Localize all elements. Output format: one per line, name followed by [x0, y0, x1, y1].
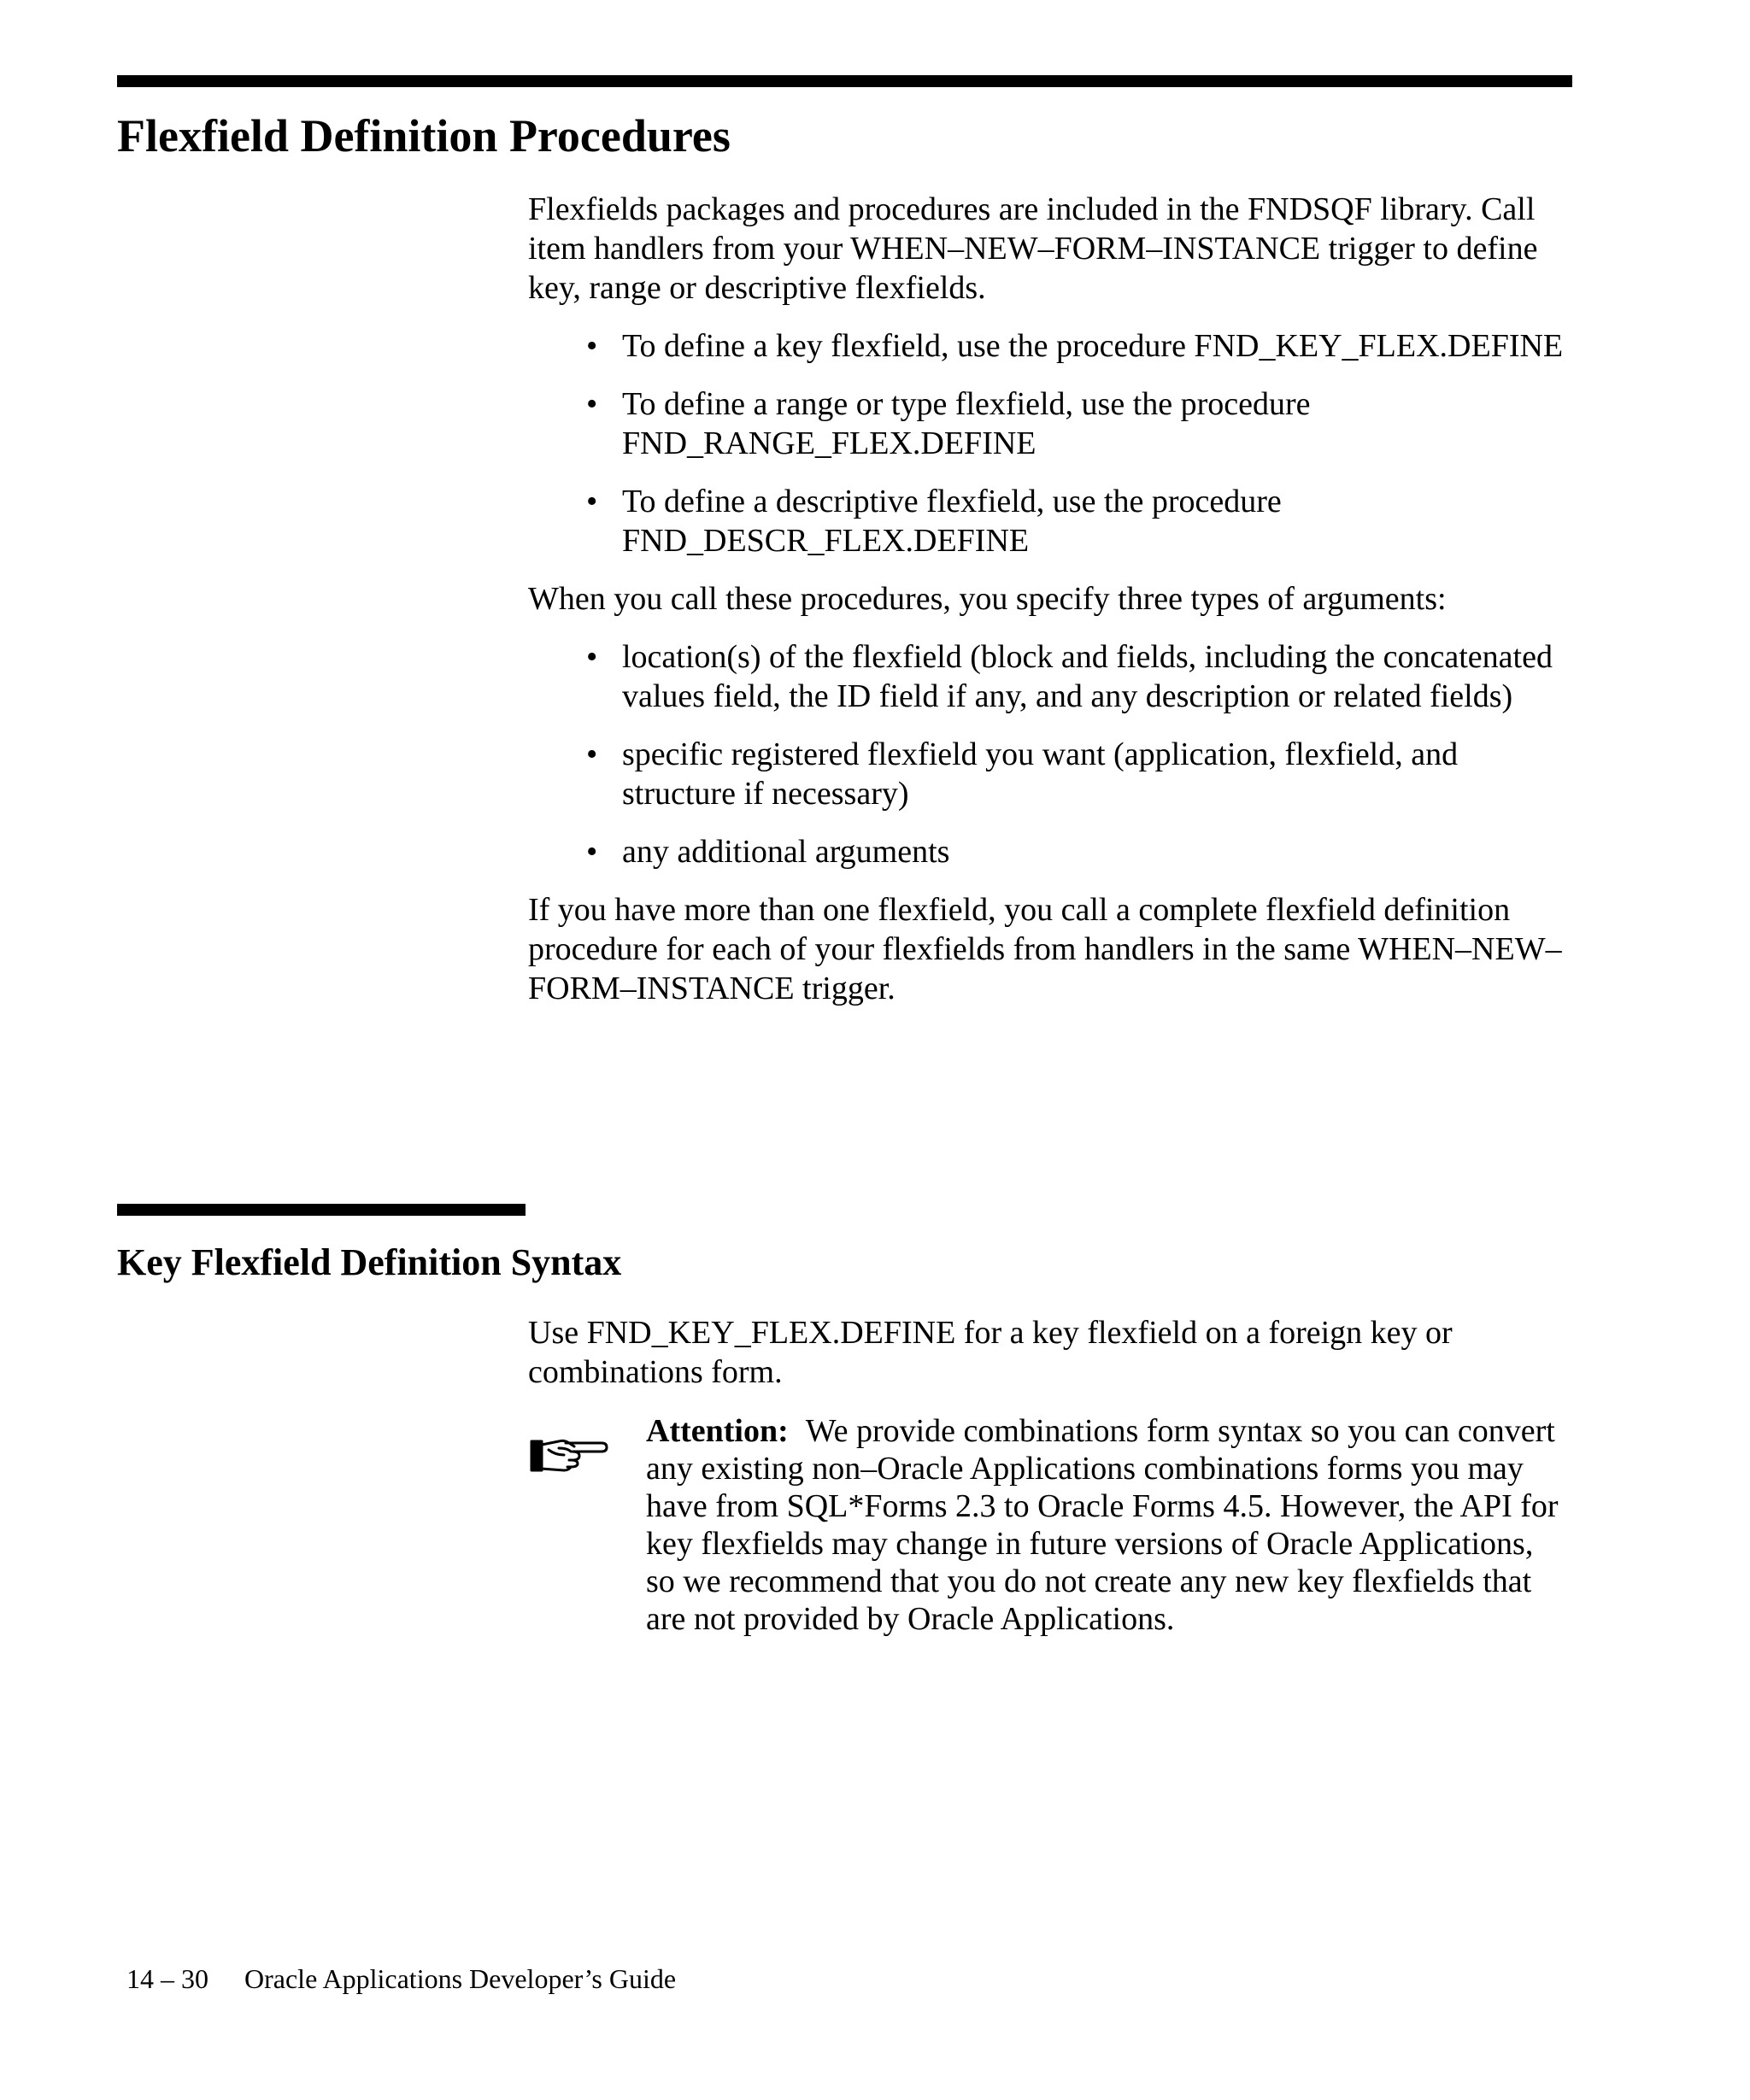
arguments-intro-paragraph: When you call these procedures, you specify three types of arguments: [528, 581, 1447, 617]
attention-text: We provide combinations form syntax so you can convert any existing non–Oracle Applications combinations forms you may have from SQL*Forms 2.3 to Oracle Forms 4.5. However, the API for key flexfields may change in future versions of Oracle Applications, so we recommend that you do not create any new key flexfields that are not provided by Oracle Applications. [646, 1413, 1559, 1637]
book-title: Oracle Applications Developer’s Guide [244, 1963, 677, 1994]
list-item: • specific registered flexfield you want (application, flexfield, and structure if necessary) [528, 735, 1579, 813]
syntax-intro-paragraph: Use FND_KEY_FLEX.DEFINE for a key flexfield on a foreign key or combinations form. [528, 1315, 1453, 1390]
list-item: • To define a key flexfield, use the procedure FND_KEY_FLEX.DEFINE [528, 326, 1579, 366]
page-footer [126, 1962, 676, 1996]
attention-label: Attention: [646, 1413, 789, 1449]
list-item: • To define a range or type flexfield, use the procedure FND_RANGE_FLEX.DEFINE [528, 384, 1579, 463]
list-item: • any additional arguments [528, 832, 1579, 871]
define-procedures-list [528, 326, 1579, 560]
closing-paragraph: If you have more than one flexfield, you call a complete flexfield definition procedure for each of your flexfields from handlers in the same WHEN–NEW–FORM–INSTANCE trigger. [528, 892, 1562, 1006]
pointing-hand-icon [530, 1433, 608, 1477]
list-item: • location(s) of the flexfield (block and fields, including the concatenated values field, the ID field if any, and any description or related fields) [528, 637, 1579, 716]
attention-note [528, 1412, 1569, 1638]
section-title-key-flexfield-definition-syntax: Key Flexfield Definition Syntax [117, 1241, 622, 1283]
page-number: 14 – 30 [126, 1963, 208, 1994]
section-body-key-flexfield-syntax [528, 1313, 1579, 1638]
section-title-flexfield-definition-procedures: Flexfield Definition Procedures [117, 110, 731, 161]
section-body-definition-procedures [528, 190, 1579, 1008]
section-rule [117, 1204, 526, 1216]
argument-types-list [528, 637, 1579, 871]
list-item: • To define a descriptive flexfield, use the procedure FND_DESCR_FLEX.DEFINE [528, 482, 1579, 560]
top-rule [117, 75, 1572, 87]
intro-paragraph: Flexfields packages and procedures are included in the FNDSQF library. Call item handlers from your WHEN–NEW–FORM–INSTANCE trigger to define key, range or descriptive flexfields. [528, 191, 1538, 306]
